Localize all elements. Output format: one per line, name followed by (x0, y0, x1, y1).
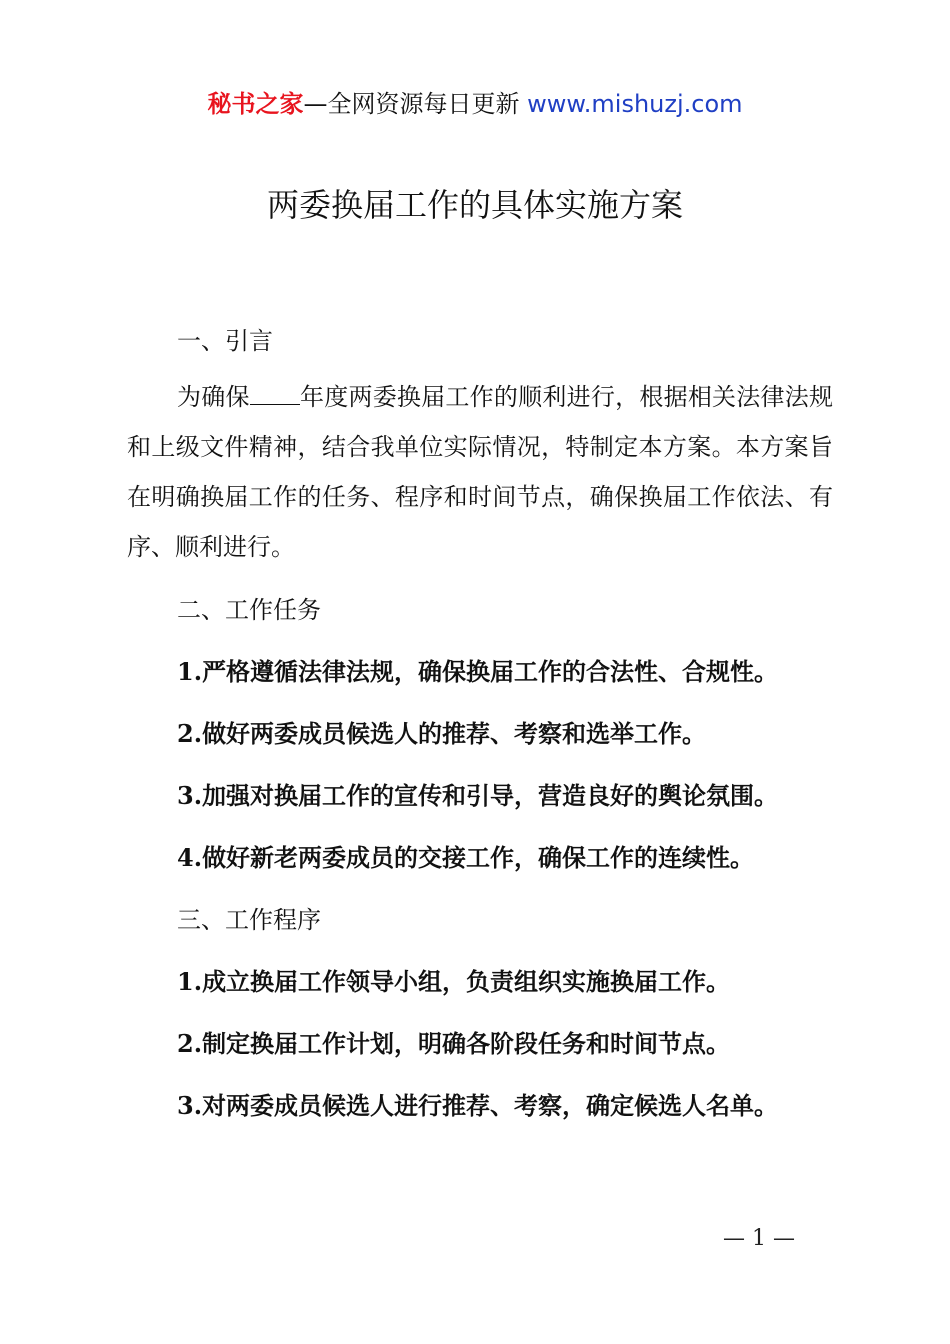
procedure-item-text: 对两委成员候选人进行推荐、考察，确定候选人名单。 (202, 1092, 779, 1120)
intro-paragraph (127, 372, 833, 572)
task-item-number: 3. (177, 781, 203, 810)
page-number: — 1 — (723, 1226, 795, 1251)
procedure-item-3 (127, 1075, 833, 1137)
task-item-2 (127, 703, 833, 765)
procedure-item-text: 成立换届工作领导小组，负责组织实施换届工作。 (202, 968, 731, 996)
intro-paragraph-rest: 年度两委换届工作的顺利进行，根据相关法律法规和上级文件精神，结合我单位实际情况，特制定本方案。本方案旨在明确换届工作的任务、程序和时间节点，确保换届工作依法、有序、顺利进行。 (127, 383, 834, 561)
section-heading-tasks: 二、工作任务 (177, 596, 321, 624)
procedure-item-text: 制定换届工作计划，明确各阶段任务和时间节点。 (202, 1030, 731, 1058)
fill-in-blank (250, 382, 300, 405)
procedure-item-1 (127, 951, 833, 1013)
procedure-item-number: 2. (177, 1029, 203, 1058)
task-item-text: 严格遵循法律法规，确保换届工作的合法性、合规性。 (202, 658, 779, 686)
site-header (0, 86, 950, 122)
task-item-text: 做好新老两委成员的交接工作，确保工作的连续性。 (202, 844, 755, 872)
task-item-number: 4. (177, 843, 203, 872)
header-tagline: —全网资源每日更新 (303, 90, 528, 118)
task-item-4 (127, 827, 833, 889)
document-title: 两委换届工作的具体实施方案 (266, 186, 683, 224)
brand-name: 秘书之家 (207, 90, 304, 118)
procedure-item-number: 1. (177, 967, 203, 996)
intro-paragraph-start: 为确保 (177, 383, 250, 411)
section-heading-intro: 一、引言 (177, 327, 273, 355)
task-item-text: 加强对换届工作的宣传和引导，营造良好的舆论氛围。 (202, 782, 779, 810)
document-body (127, 310, 833, 1137)
task-item-1 (127, 641, 833, 703)
site-url[interactable]: www.mishuzj.com (527, 90, 743, 118)
procedure-item-2 (127, 1013, 833, 1075)
section-heading-procedure: 三、工作程序 (177, 906, 321, 934)
task-item-number: 1. (177, 657, 203, 686)
procedure-item-number: 3. (177, 1091, 203, 1120)
task-item-number: 2. (177, 719, 203, 748)
task-item-text: 做好两委成员候选人的推荐、考察和选举工作。 (202, 720, 707, 748)
task-item-3 (127, 765, 833, 827)
